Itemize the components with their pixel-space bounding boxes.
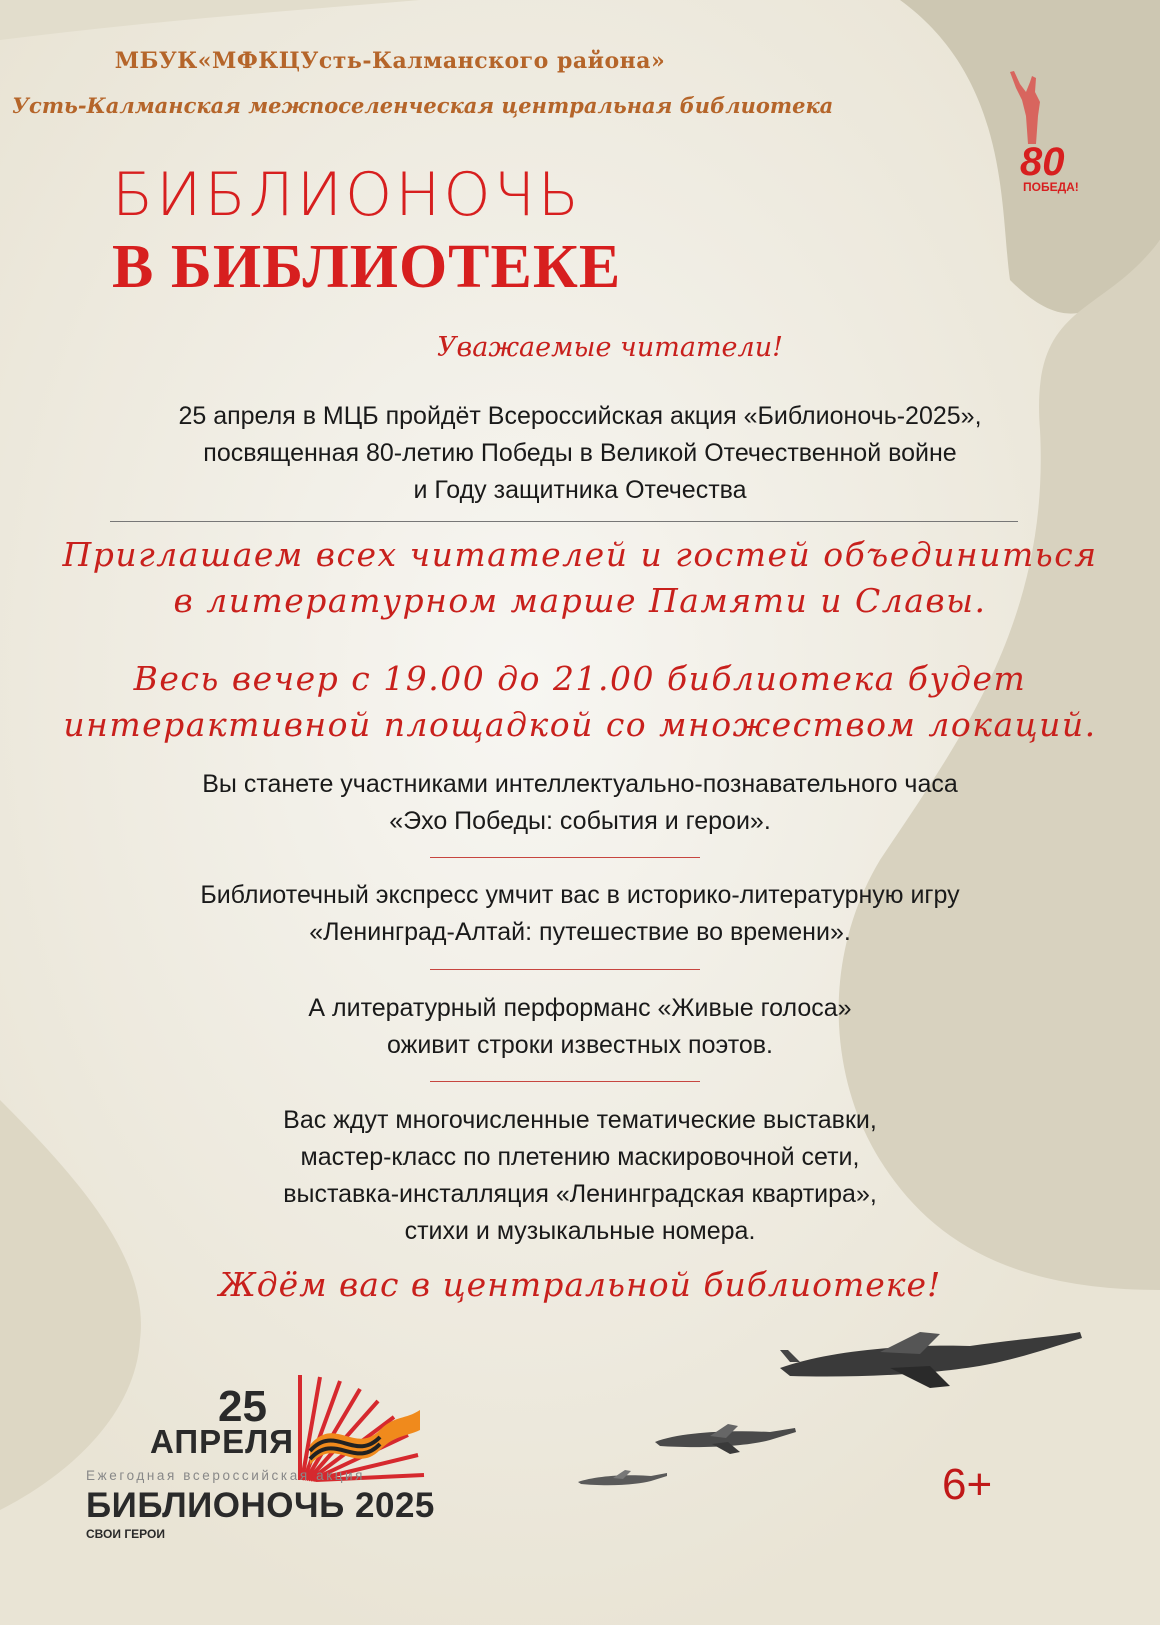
schedule-line: Весь вечер с 19.00 до 21.00 библиотека будет	[133, 659, 1027, 698]
closing-invitation: Ждём вас в центральной библиотеке!	[218, 1265, 942, 1304]
event-line: А литературный перформанс «Живые голоса»	[308, 994, 852, 1022]
divider	[430, 857, 700, 858]
invitation-line: Приглашаем всех читателей и гостей объединиться	[62, 535, 1098, 574]
extras-paragraph	[0, 1102, 1160, 1250]
event-line: «Эхо Победы: события и герои».	[389, 807, 771, 835]
intro-paragraph	[0, 398, 1160, 509]
invitation-line: в литературном марше Памяти и Славы.	[173, 581, 987, 620]
divider	[430, 969, 700, 970]
logo-annual-caption: Ежегодная всероссийская акция	[86, 1468, 366, 1483]
event-line: «Ленинград-Алтай: путешествие во времени».	[309, 918, 851, 946]
event-title-line1: БИБЛИОНОЧЬ	[112, 160, 582, 230]
intro-line: посвященная 80-летию Победы в Великой Отечественной войне	[203, 439, 957, 467]
extras-line: мастер-класс по плетению маскировочной сети,	[300, 1143, 860, 1171]
logo-slogan: СВОИ ГЕРОИ	[86, 1527, 165, 1541]
event-title-line2: В БИБЛИОТЕКЕ	[112, 233, 622, 301]
age-rating: 6+	[942, 1460, 993, 1509]
greeting: Уважаемые читатели!	[437, 332, 783, 363]
schedule	[0, 656, 1160, 748]
victory-80-number: 80	[1020, 140, 1065, 184]
logo-event-name: БИБЛИОНОЧЬ 2025	[86, 1486, 435, 1525]
organization-name: МБУК«МФКЦУсть-Калманского района»	[114, 48, 666, 74]
event-line: Библиотечный экспресс умчит вас в историко-литературную игру	[200, 881, 960, 909]
divider	[110, 521, 1018, 522]
invitation	[0, 532, 1160, 624]
motherland-statue-icon	[1006, 66, 1056, 146]
event-line: оживит строки известных поэтов.	[386, 1031, 773, 1059]
intro-line: 25 апреля в МЦБ пройдёт Всероссийская акция «Библионочь-2025»,	[178, 402, 982, 430]
airplane-icon	[770, 1320, 1090, 1400]
logo-day: 25	[218, 1382, 267, 1431]
airplane-icon	[650, 1418, 800, 1458]
event-item	[0, 766, 1160, 840]
library-name: Усть-Калманская межпоселенческая центральная библиотека	[12, 93, 834, 118]
extras-line: стихи и музыкальные номера.	[404, 1217, 756, 1245]
schedule-line: интерактивной площадкой со множеством локаций.	[63, 705, 1097, 744]
victory-80-label: ПОБЕДА!	[1023, 180, 1079, 194]
extras-line: выставка-инсталляция «Ленинградская квартира»,	[283, 1180, 877, 1208]
logo-month: АПРЕЛЯ	[150, 1423, 295, 1460]
event-item	[0, 877, 1160, 951]
intro-line: и Году защитника Отечества	[413, 476, 747, 504]
divider	[430, 1081, 700, 1082]
event-item	[0, 990, 1160, 1064]
airplane-icon	[575, 1466, 670, 1492]
extras-line: Вас ждут многочисленные тематические выставки,	[283, 1106, 877, 1134]
event-line: Вы станете участниками интеллектуально-познавательного часа	[202, 770, 958, 798]
